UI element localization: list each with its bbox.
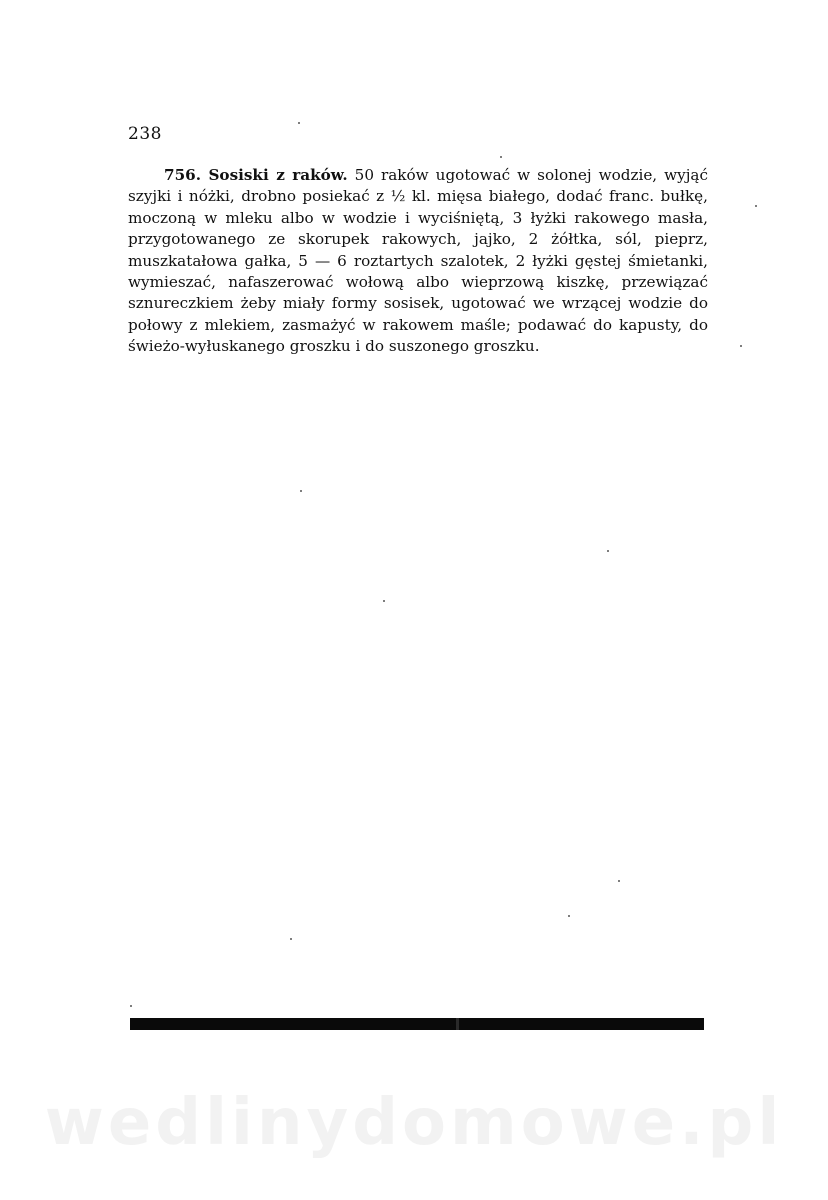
recipe-heading: 756. Sosiski z raków. <box>164 166 348 184</box>
page-rule-join <box>456 1018 459 1030</box>
scan-speck <box>568 915 570 917</box>
recipe-paragraph <box>128 165 708 358</box>
recipe-body: 50 raków ugotować w solonej wodzie, wyjąć szyjki i nóżki, drobno posiekać z ½ kl. mięsa białego, dodać franc. bułkę, moczoną w mleku albo w wodzie i wyciśniętą, 3 łyżki rakowego masła, przygotowanego ze skorupek rakowych, jajko, 2 żółtka, sól, pieprz, muszkatałowa gałka, 5 — 6 roztartych szalotek, 2 łyżki gęstej śmietanki, wymieszać, nafaszerować wołową albo wieprzową kiszkę, przewiązać sznureczkiem żeby miały formy sosisek, ugotować we wrzącej wodzie do połowy z mlekiem, zasmażyć w rakowem maśle; podawać do kapusty, do świeżo-wyłuskanego groszku i do suszonego groszku. <box>128 166 708 356</box>
scan-speck <box>298 122 300 124</box>
page-number: 238 <box>128 124 162 144</box>
scan-speck <box>383 600 385 602</box>
scan-speck <box>300 490 302 492</box>
scan-speck <box>130 1005 132 1007</box>
scan-speck <box>500 156 502 158</box>
scan-speck <box>618 880 620 882</box>
scan-speck <box>290 938 292 940</box>
scan-speck <box>607 550 609 552</box>
watermark: wedlinydomowe.pl <box>44 1086 784 1160</box>
page-rule <box>130 1018 704 1030</box>
scan-speck <box>755 205 757 207</box>
scan-speck <box>740 345 742 347</box>
